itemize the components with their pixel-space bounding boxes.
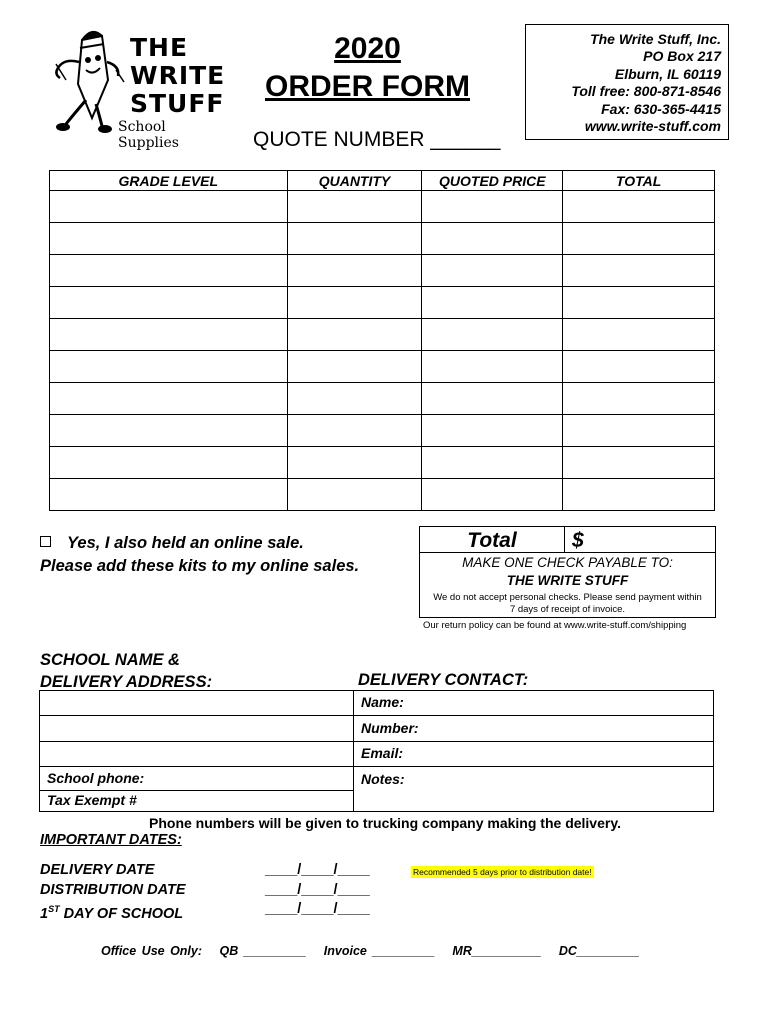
quantity-cell[interactable] [287,415,422,447]
first-day-field[interactable]: ____/____/____ [265,901,370,917]
delivery-date-label: DELIVERY DATE [40,862,155,878]
table-row [50,383,715,415]
important-dates-heading: IMPORTANT DATES: [40,832,182,848]
grade-level-cell[interactable] [50,287,288,319]
address-line-3-field[interactable] [41,742,352,765]
grade-level-cell[interactable] [50,319,288,351]
quantity-cell[interactable] [287,447,422,479]
total-cell[interactable] [563,447,715,479]
order-table [49,170,715,511]
first-day-label: 1ST DAY OF SCHOOL [40,904,184,922]
table-row [50,351,715,383]
total-label: Total [420,527,565,552]
invoice-field[interactable]: Invoice _________ [323,944,435,958]
table-row [50,255,715,287]
quantity-cell[interactable] [287,319,422,351]
form-title [250,30,485,106]
table-row [50,223,715,255]
quantity-cell[interactable] [287,223,422,255]
quantity-cell[interactable] [287,255,422,287]
quoted-price-cell[interactable] [422,383,563,415]
quantity-cell[interactable] [287,383,422,415]
quoted-price-cell[interactable] [422,415,563,447]
grade-level-cell[interactable] [50,351,288,383]
distribution-date-label: DISTRIBUTION DATE [40,881,186,898]
contact-name-label[interactable]: Name: [361,694,404,710]
phone-note: Phone numbers will be given to trucking company making the delivery. [149,815,621,831]
header-quantity: QUANTITY [287,171,422,191]
company-website: www.write-stuff.com [584,118,721,135]
grade-level-cell[interactable] [50,255,288,287]
return-policy-text: Our return policy can be found at www.write-stuff.com/shipping [423,620,687,631]
table-row [50,415,715,447]
total-row [420,527,715,553]
table-header-row [50,171,715,191]
delivery-contact-heading: DELIVERY CONTACT: [358,671,529,689]
school-heading [40,649,212,693]
quantity-cell[interactable] [287,351,422,383]
form-name: ORDER FORM [265,70,470,103]
header-grade-level: GRADE LEVEL [50,171,288,191]
logo-wordmark [130,34,225,118]
school-phone-label[interactable]: School phone: [47,770,145,786]
tax-exempt-label[interactable]: Tax Exempt # [47,792,137,808]
payment-note: We do not accept personal checks. Please send payment within 7 days of receipt of invoice. [433,592,702,615]
quoted-price-cell[interactable] [422,287,563,319]
company-toll-free: Toll free: 800-871-8546 [571,83,721,100]
quantity-cell[interactable] [287,191,422,223]
check-payable-text: MAKE ONE CHECK PAYABLE TO: [462,555,673,570]
grade-level-cell[interactable] [50,447,288,479]
mr-field[interactable]: MR__________ [452,944,542,958]
address-line-2-field[interactable] [41,716,352,740]
school-heading-line-2: DELIVERY ADDRESS: [40,673,213,691]
form-year: 2020 [334,32,401,65]
date-labels [40,861,186,924]
date-fields [265,861,370,920]
logo-subtitle: School Supplies [118,119,179,151]
grid-line [40,790,353,791]
online-sale-checkbox[interactable] [40,536,51,547]
total-box [419,526,716,618]
table-row [50,447,715,479]
total-cell[interactable] [563,191,715,223]
grade-level-cell[interactable] [50,383,288,415]
logo-line-3: STUFF [130,89,225,118]
delivery-date-field[interactable]: ____/____/____ [265,862,370,878]
company-city: Elburn, IL 60119 [614,65,721,82]
company-po-box: PO Box 217 [643,48,721,65]
school-heading-line-1: SCHOOL NAME & [40,651,180,669]
distribution-date-field[interactable]: ____/____/____ [265,881,370,898]
online-sale-option [40,532,359,578]
grid-line [40,766,713,767]
grade-level-cell[interactable] [50,415,288,447]
total-cell[interactable] [563,415,715,447]
company-logo [30,22,230,152]
company-address-box [525,24,729,140]
quoted-price-cell[interactable] [422,319,563,351]
dc-field[interactable]: DC_________ [558,944,640,958]
grade-level-cell[interactable] [50,223,288,255]
quantity-cell[interactable] [287,287,422,319]
quantity-cell[interactable] [287,479,422,511]
company-fax: Fax: 630-365-4415 [601,100,721,117]
contact-notes-label[interactable]: Notes: [361,771,405,787]
check-payee: THE WRITE STUFF [506,573,629,588]
recommendation-highlight: Recommended 5 days prior to distribution date! [413,867,592,877]
qb-field[interactable]: QB _________ [219,944,307,958]
total-cell[interactable] [563,287,715,319]
contact-email-label[interactable]: Email: [361,745,404,761]
header-quoted-price: QUOTED PRICE [422,171,563,191]
total-cell[interactable] [563,255,715,287]
total-cell[interactable] [563,319,715,351]
contact-number-label[interactable]: Number: [361,720,419,736]
quoted-price-cell[interactable] [422,255,563,287]
total-cell[interactable] [563,479,715,511]
grid-divider [353,691,354,811]
logo-line-2: WRITE [130,61,226,90]
total-cell[interactable] [563,223,715,255]
office-use-label: Office Use Only: [101,944,203,958]
table-row [50,287,715,319]
grade-level-cell[interactable] [50,191,288,223]
office-use-line [101,944,651,958]
header-total: TOTAL [563,171,715,191]
quoted-price-cell[interactable] [422,223,563,255]
total-cell[interactable] [563,383,715,415]
table-row [50,479,715,511]
total-cell[interactable] [563,351,715,383]
address-line-1-field[interactable] [41,692,352,714]
quoted-price-cell[interactable] [422,479,563,511]
quote-number-field[interactable]: QUOTE NUMBER ______ [253,128,501,151]
total-amount-field[interactable]: $ [572,529,584,552]
table-row [50,191,715,223]
online-sale-line-2: Please add these kits to my online sales. [40,557,360,575]
pencil-mascot-icon [30,22,130,142]
address-contact-grid [39,690,714,812]
online-sale-line-1: Yes, I also held an online sale. [67,534,304,552]
quoted-price-cell[interactable] [422,351,563,383]
quoted-price-cell[interactable] [422,191,563,223]
table-row [50,319,715,351]
quoted-price-cell[interactable] [422,447,563,479]
grade-level-cell[interactable] [50,479,288,511]
company-name: The Write Stuff, Inc. [590,31,721,47]
logo-line-1: THE [130,33,189,62]
